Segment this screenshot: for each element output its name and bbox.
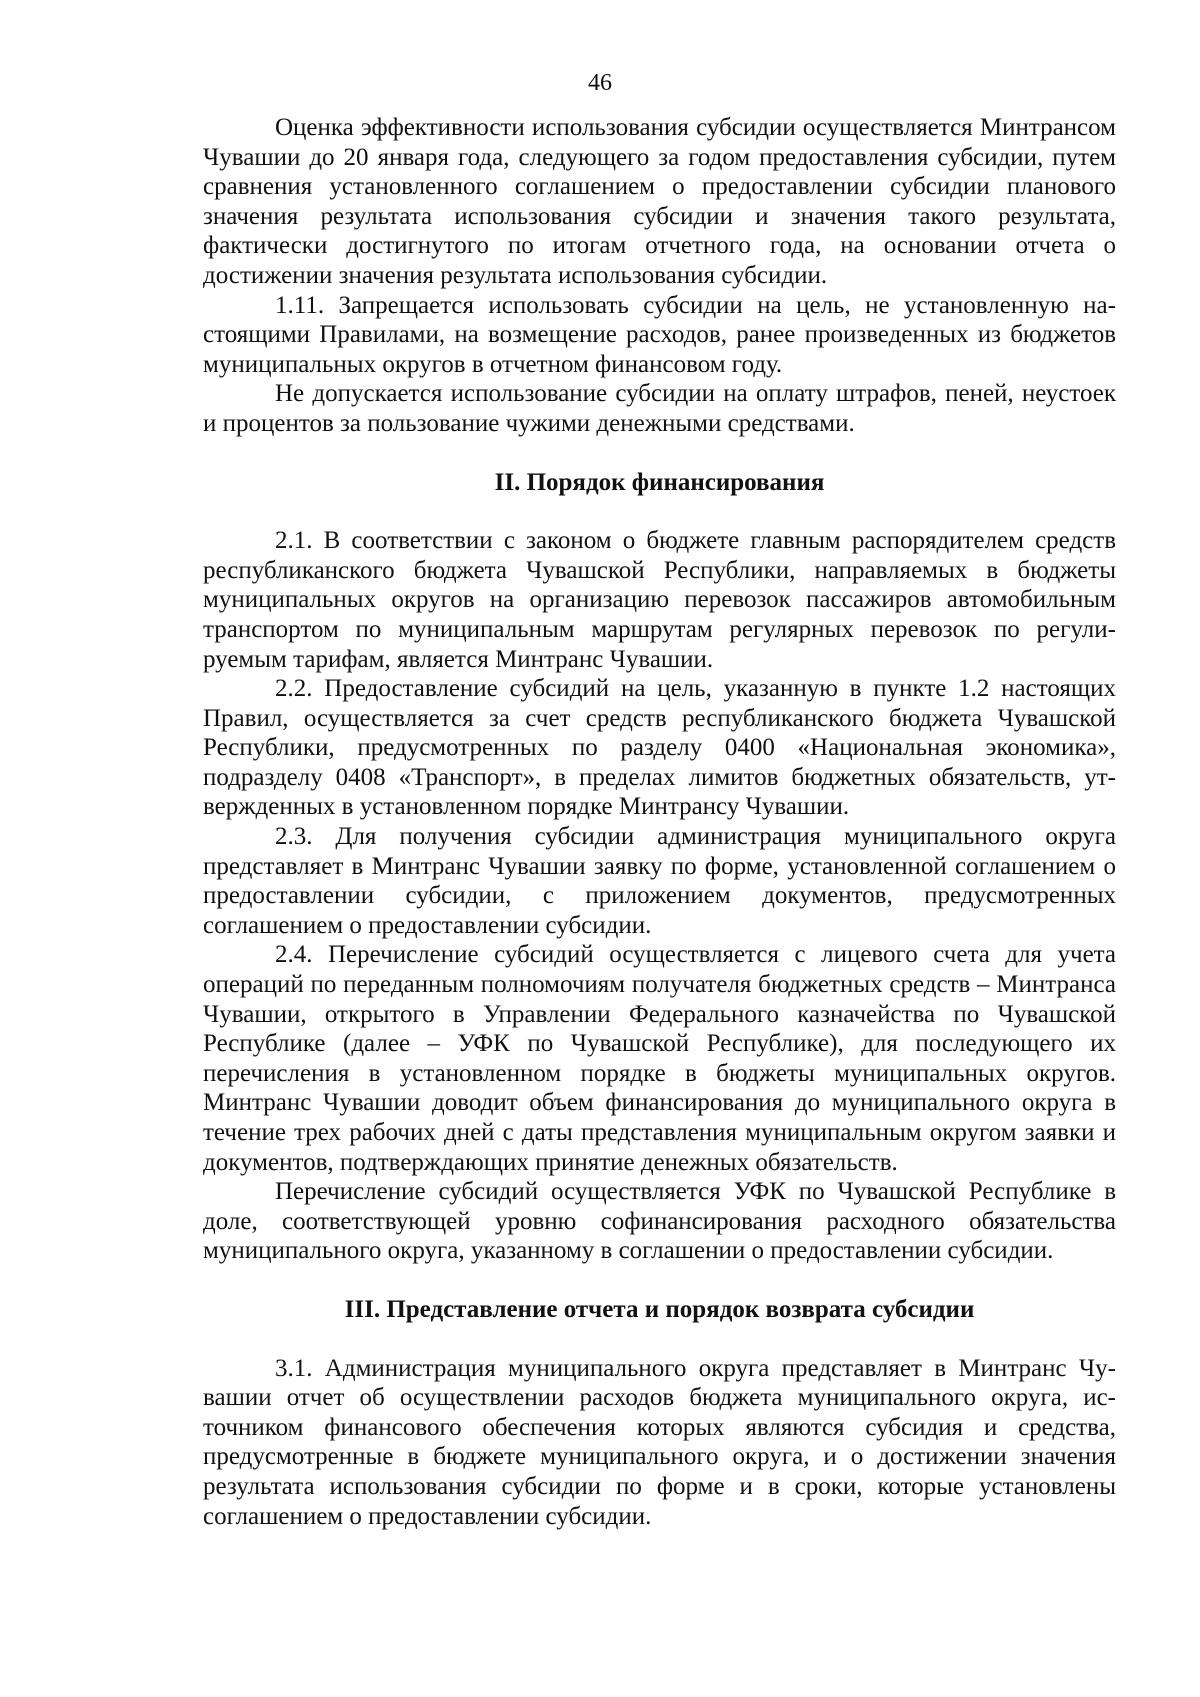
paragraph-2-2: 2.2. Предоставление субсидий на цель, указанную в пункте 1.2 настоящих Правил, осуществляется за счет средств республиканского бюджета Чувашской Республики, предусмотренных по разделу 0400 «Национальная экономика», подразделу 0408 «Транспорт», в пределах лимитов бюджетных обязательств, утвержденных в установленном порядке Минтрансу Чувашии. [203, 675, 1116, 821]
paragraph-2-1: 2.1. В соответствии с законом о бюджете главным распорядителем средств республиканского бюджета Чувашской Республики, направляемых в бюджеты муниципальных округов на организацию перевозок пассажиров автомобильным транспортом по муниципальным маршрутам регулярных перевозок по регулируемым тарифам, является Минтранс Чувашии. [203, 527, 1116, 673]
paragraph-2-3: 2.3. Для получения субсидии администрация муниципального округа представляет в Минтранс Чувашии заявку по форме, установленной соглашением о предоставлении субсидии, с приложением документов, предусмотренных соглашением о предоставлении субсидии. [203, 823, 1116, 939]
section-heading-financing: II. Порядок финансирования [494, 468, 825, 496]
paragraph-fines: Не допускается использование субсидии на оплату штрафов, пеней, неустоек и процентов за пользование чужими денежными средствами. [203, 380, 1116, 437]
page-number: 46 [588, 70, 612, 96]
paragraph-evaluation: Оценка эффективности использования субсидии осуществляется Минтрансом Чувашии до 20 января года, следующего за годом предоставления субсидии, путем сравнения установленного соглашением о предоставлении субсидии планового значения результата использования субсидии и значения такого результата, фактически достигнутого по итогам отчетного года, на основании отчета о достижении значения результата использования субсидии. [203, 114, 1116, 289]
section-heading-report: III. Представление отчета и порядок возврата субсидии [344, 1295, 975, 1323]
document-body [203, 113, 1116, 1531]
paragraph-2-4-transfer: Перечисление субсидий осуществляется УФК по Чувашской Республике в доле, соответствующей уровню софинансирования расходного обязательства муниципального округа, указанному в соглашении о предоставлении субсидии. [203, 1178, 1116, 1265]
paragraph-3-1: 3.1. Администрация муниципального округа представляет в Минтранс Чувашии отчет об осуществлении расходов бюджета муниципального округа, источником финансового обеспечения которых являются субсидия и средства, предусмотренные в бюджете муниципального округа, и о достижении значения результата использования субсидии по форме и в сроки, которые установлены соглашением о предоставлении субсидии. [203, 1354, 1116, 1530]
paragraph-1-11: 1.11. Запрещается использовать субсидии на цель, не установленную настоящими Правилами, на возмещение расходов, ранее произведенных из бюджетов муниципальных округов в отчетном финансовом году. [203, 291, 1116, 378]
paragraph-2-4: 2.4. Перечисление субсидий осуществляется с лицевого счета для учета операций по переданным полномочиям получателя бюджетных средств – Минтранса Чувашии, открытого в Управлении Федерального казначейства по Чувашской Республике (далее – УФК по Чувашской Республике), для последующего их перечисления в установленном порядке в бюджеты муниципальных округов. Минтранс Чувашии доводит объем финансирования до муниципального округа в течение трех рабочих дней с даты представления муниципальным округом заявки и документов, подтверждающих принятие денежных обязательств. [203, 941, 1116, 1176]
